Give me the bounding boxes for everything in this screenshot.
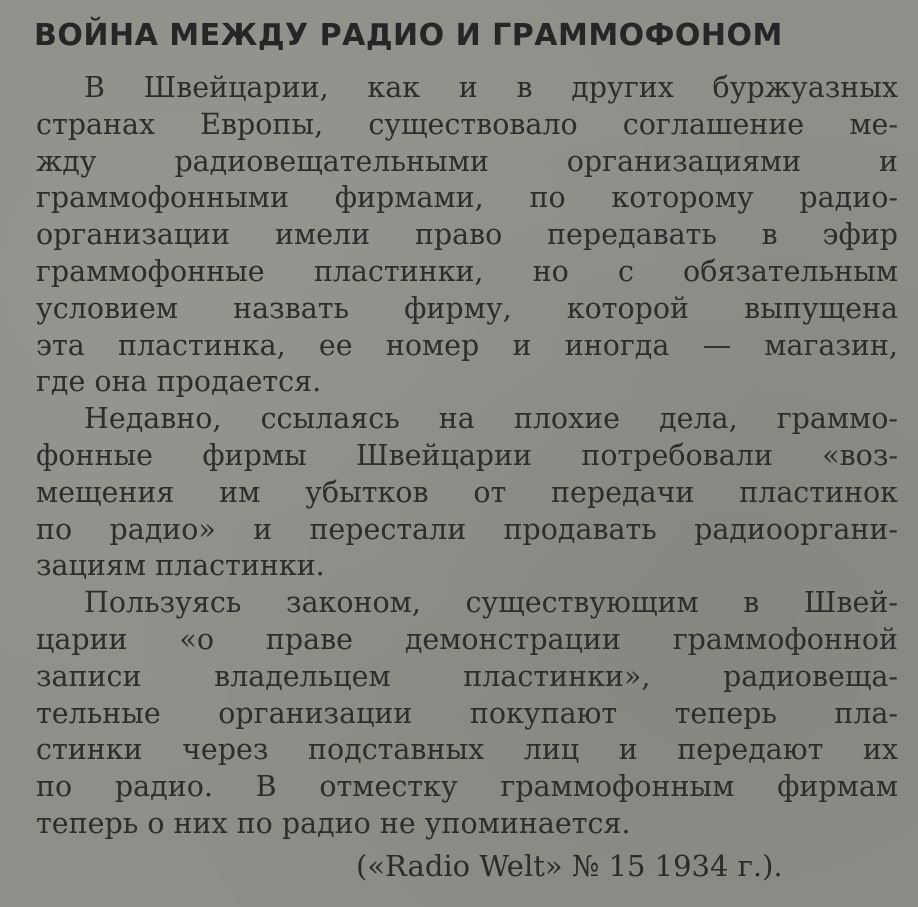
paragraph-1-line-4: граммофонными фирмами, по которому радио- bbox=[36, 181, 898, 215]
paragraph-3-line-1: Пользуясь законом, существующим в Швей- bbox=[84, 586, 898, 620]
paragraph-1-line-7: условием назвать фирму, которой выпущена bbox=[36, 291, 898, 325]
paragraph-1-line-6: граммофонные пластинки, но с обязательным bbox=[36, 254, 898, 288]
paragraph-1-line-8: эта пластинка, ее номер и иногда — магазин, bbox=[36, 328, 898, 362]
paragraph-1-line-3: жду радиовещательными организациями и bbox=[36, 144, 898, 178]
paragraph-1-line-5: организации имели право передавать в эфир bbox=[36, 218, 898, 252]
paragraph-2-line-5: зациям пластинки. bbox=[36, 549, 325, 583]
paragraph-1-line-1: В Швейцарии, как и в других буржуазных bbox=[84, 71, 898, 104]
paragraph-2-line-1: Недавно, ссылаясь на плохие дела, граммо- bbox=[84, 402, 898, 436]
article-body bbox=[36, 70, 898, 843]
paragraph-1-line-2: странах Европы, существовало соглашение ме- bbox=[36, 107, 898, 141]
paragraph-3-line-2: царии «о праве демонстрации граммофонной bbox=[36, 622, 898, 656]
article-headline: ВОЙНА МЕЖДУ РАДИО И ГРАММОФОНОМ bbox=[34, 18, 783, 53]
paragraph-3-line-5: стинки через подставных лиц и передают их bbox=[36, 733, 898, 767]
paragraph-3-line-4: тельные организации покупают теперь пла- bbox=[36, 696, 898, 730]
paragraph-2-line-4: по радио» и перестали продавать радиооргани- bbox=[36, 512, 898, 546]
paragraph-3-line-6: по радио. В отместку граммофонным фирмам bbox=[36, 770, 898, 804]
paragraph-3-line-7: теперь о них по радио не упоминается. bbox=[36, 806, 631, 840]
paragraph-2-line-2: фонные фирмы Швейцарии потребовали «воз- bbox=[36, 438, 898, 472]
source-citation: («Radio Welt» № 15 1934 г.). bbox=[356, 849, 783, 883]
paragraph-1-line-9: где она продается. bbox=[36, 365, 322, 399]
paragraph-2-line-3: мещения им убытков от передачи пластинок bbox=[36, 475, 898, 509]
paragraph-3-line-3: записи владельцем пластинки», радиовеща- bbox=[36, 659, 898, 693]
